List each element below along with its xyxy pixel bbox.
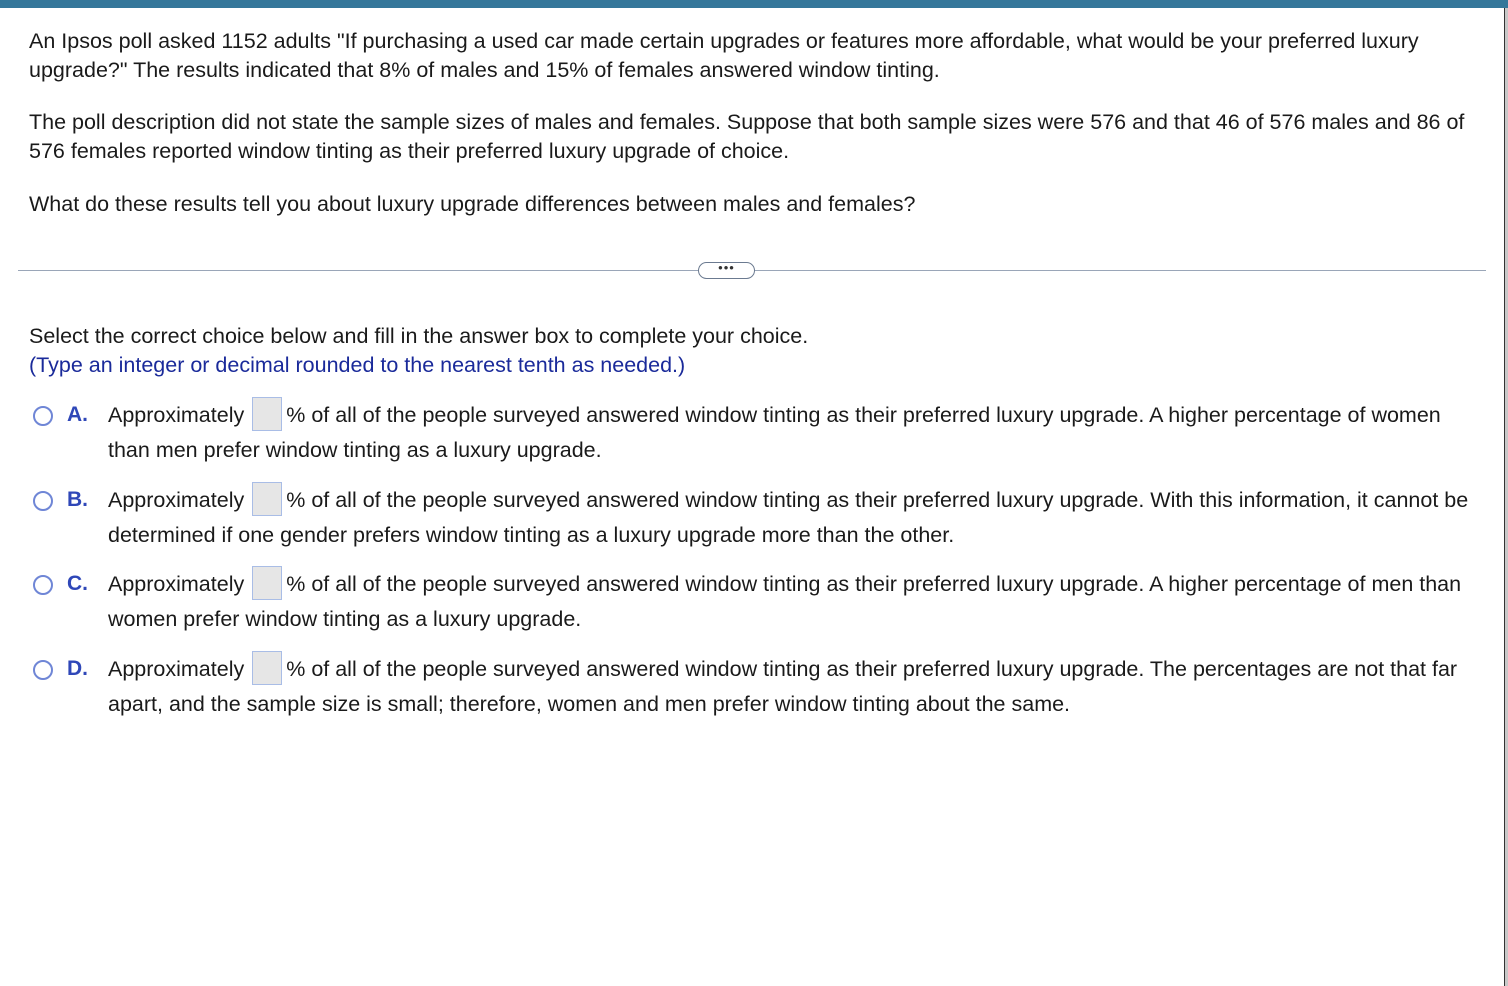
choice-text-before: Approximately [108,657,245,681]
top-bar [0,0,1508,8]
answer-box-c[interactable] [252,566,282,600]
question-paragraph-2: The poll description did not state the sample sizes of males and females. Suppose that both sample sizes were 576 and that 46 of 576 males and 86 of 576 females reported window tinting as their preferred luxury upgrade of choice. [29,110,1465,163]
choice-letter: C. [67,572,88,595]
radio-c[interactable] [33,575,53,595]
question-paragraph-3: What do these results tell you about luxury upgrade differences between males and females? [29,192,916,216]
expand-more-button[interactable]: ••• [698,262,755,279]
instructions: Select the correct choice below and fill in the answer box to complete your choice. [29,324,809,348]
choice-text-after: % of all of the people surveyed answered window tinting as their preferred luxury upgrade. A higher percentage of women than men prefer window tinting as a luxury upgrade. [108,403,1441,462]
right-panel-edge [1504,8,1508,986]
choice-letter: B. [67,488,88,511]
choice-letter: D. [67,657,88,680]
choice-text-after: % of all of the people surveyed answered window tinting as their preferred luxury upgrade. The percentages are not that far apart, and the sample size is small; therefore, women and men prefer window tinting about the same. [108,657,1458,716]
choice-text-after: % of all of the people surveyed answered window tinting as their preferred luxury upgrade. A higher percentage of men than women prefer window tinting as a luxury upgrade. [108,572,1462,631]
radio-a[interactable] [33,406,53,426]
question-paragraph-1: An Ipsos poll asked 1152 adults "If purchasing a used car made certain upgrades or features more affordable, what would be your preferred luxury upgrade?" The results indicated that 8% of males and 15% of females answered window tinting. [29,29,1419,82]
radio-b[interactable] [33,491,53,511]
answer-box-b[interactable] [252,482,282,516]
choice-text-after: % of all of the people surveyed answered window tinting as their preferred luxury upgrade. With this information, it cannot be determined if one gender prefers window tinting as a luxury upgrade more than the other. [108,488,1469,547]
choice-text-before: Approximately [108,488,245,512]
answer-box-d[interactable] [252,651,282,685]
answer-box-a[interactable] [252,397,282,431]
choice-text-before: Approximately [108,572,245,596]
hint-text: (Type an integer or decimal rounded to the nearest tenth as needed.) [29,353,686,377]
choice-text-before: Approximately [108,403,245,427]
choice-letter: A. [67,403,88,426]
radio-d[interactable] [33,660,53,680]
